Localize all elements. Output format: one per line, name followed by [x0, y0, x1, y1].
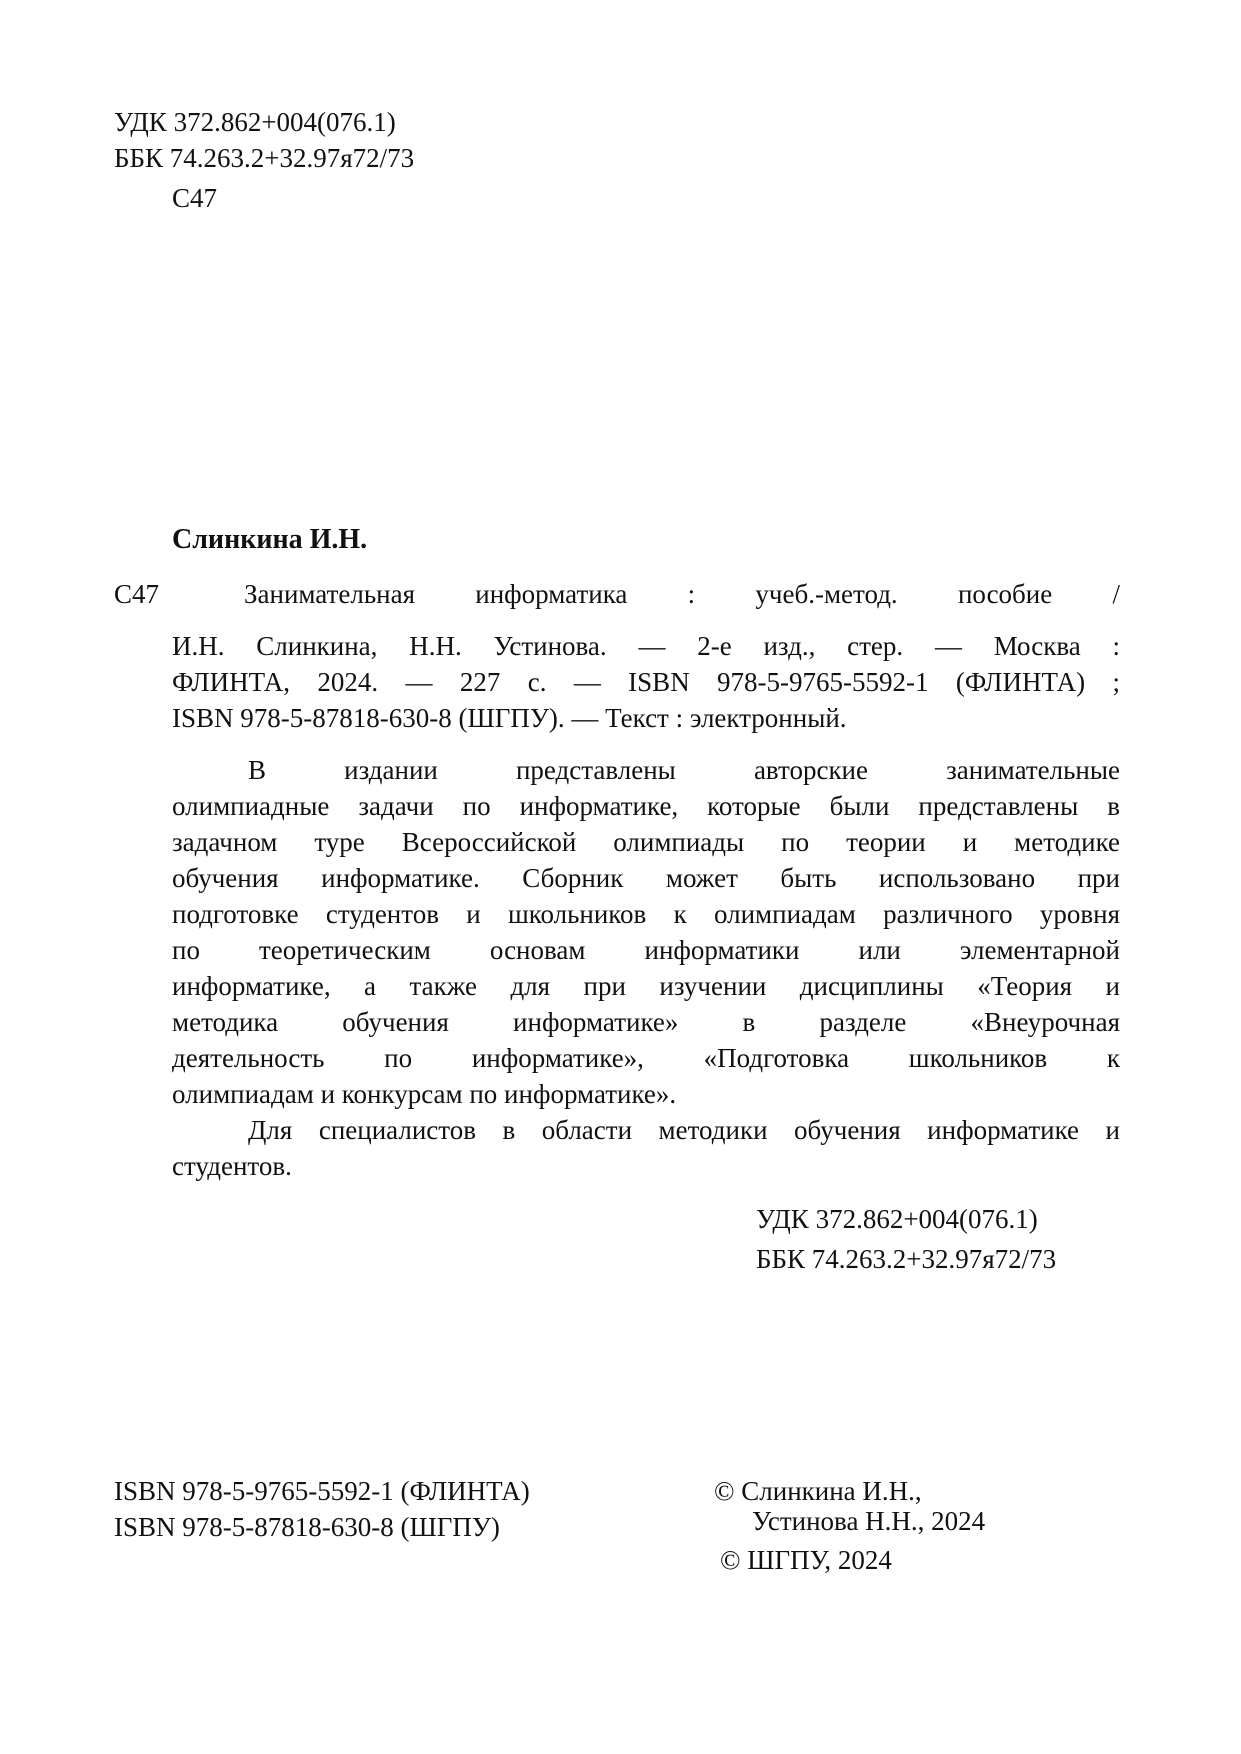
bottom-udk: УДК 372.862+004(076.1): [756, 1204, 1038, 1234]
audience-line-1: Для специалистов в области методики обучения информатике и: [248, 1115, 1120, 1145]
annotation-line-2: олимпиадные задачи по информатике, которые были представлены в: [172, 791, 1120, 821]
biblio-line-3: ФЛИНТА, 2024. — 227 с. — ISBN 978-5-9765-5592-1 (ФЛИНТА) ;: [172, 667, 1120, 697]
annotation-word-1: В: [248, 755, 267, 785]
top-bbk: ББК 74.263.2+32.97я72/73: [114, 143, 415, 173]
annotation-line-8: методика обучения информатике» в разделе «Внеурочная: [172, 1007, 1120, 1037]
annotation-line-1: [172, 752, 1120, 788]
biblio-line-1: Занимательная информатика : учеб.-метод. пособие /: [244, 579, 1120, 609]
copyright-publisher: © ШГПУ, 2024: [720, 1545, 892, 1575]
margin-author-code: С47: [114, 579, 160, 609]
copyright-authors-line-2: Устинова Н.Н., 2024: [752, 1506, 986, 1536]
biblio-line-2: И.Н. Слинкина, Н.Н. Устинова. — 2-е изд., стер. — Москва :: [172, 631, 1120, 661]
top-udk: УДК 372.862+004(076.1): [114, 107, 396, 137]
annotation-word-5: занимательные: [946, 755, 1121, 785]
annotation-word-2: издании: [344, 755, 438, 785]
top-author-code: С47: [172, 183, 218, 213]
isbn-flinta: ISBN 978-5-9765-5592-1 (ФЛИНТА): [114, 1476, 530, 1506]
annotation-line-3: задачном туре Всероссийской олимпиады по теории и методике: [172, 827, 1120, 857]
annotation-line-4: обучения информатике. Сборник может быть использовано при: [172, 863, 1120, 893]
annotation-line-6: по теоретическим основам информатики или элементарной: [172, 935, 1120, 965]
isbn-shgpu: ISBN 978-5-87818-630-8 (ШГПУ): [114, 1512, 500, 1542]
annotation-line-7: информатике, а также для при изучении дисциплины «Теория и: [172, 971, 1120, 1001]
copyright-authors-line-1: © Слинкина И.Н.,: [714, 1476, 922, 1506]
annotation-line-5: подготовке студентов и школьников к олимпиадам различного уровня: [172, 899, 1120, 929]
annotation-line-9: деятельность по информатике», «Подготовка школьников к: [172, 1043, 1120, 1073]
annotation-line-10: олимпиадам и конкурсам по информатике».: [172, 1079, 677, 1109]
author-heading: Слинкина И.Н.: [172, 524, 368, 555]
annotation-word-3: представлены: [515, 755, 676, 785]
bottom-bbk: ББК 74.263.2+32.97я72/73: [756, 1244, 1057, 1274]
audience-line-2: студентов.: [172, 1151, 292, 1181]
annotation-word-4: авторские: [753, 755, 868, 785]
biblio-line-4: ISBN 978-5-87818-630-8 (ШГПУ). — Текст : электронный.: [172, 703, 847, 733]
